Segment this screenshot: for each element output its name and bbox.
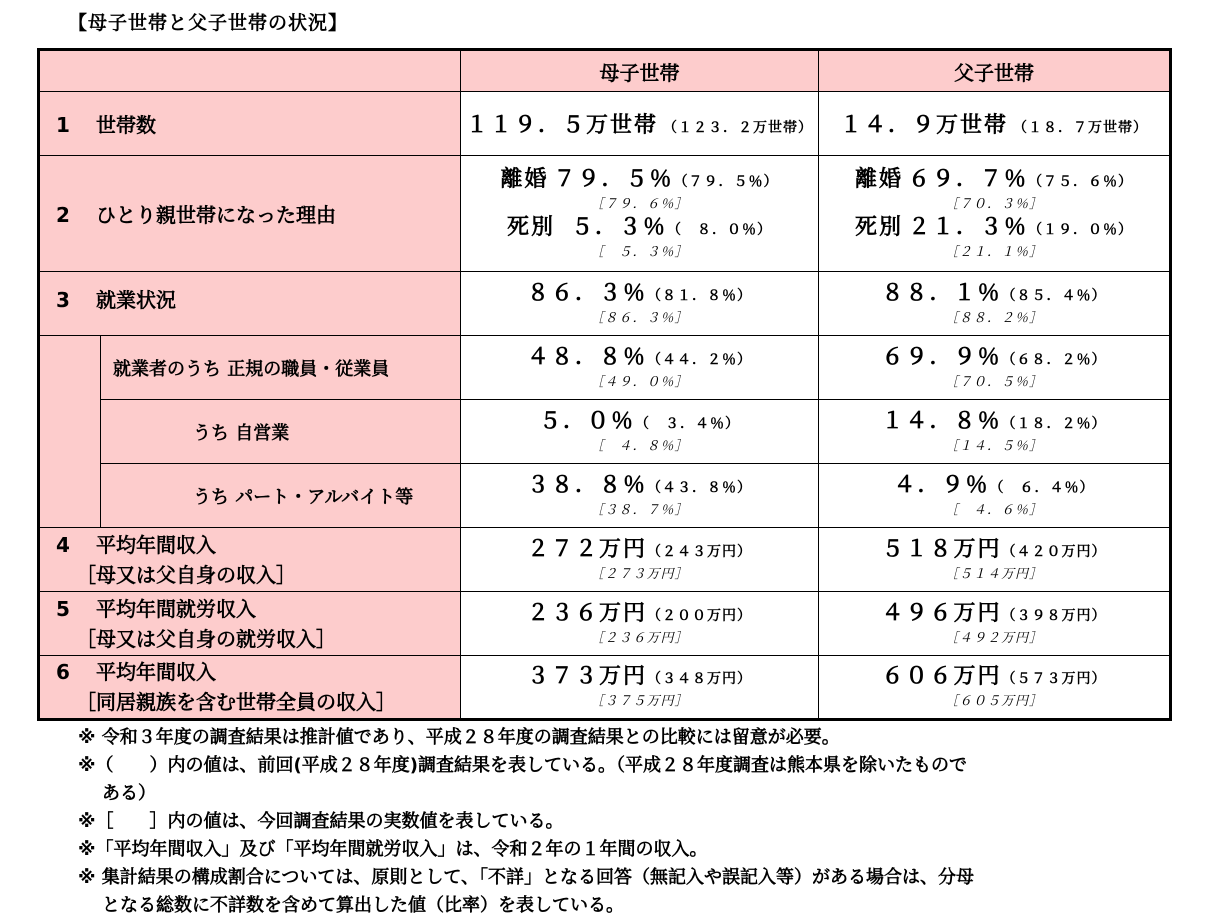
cell-mother: １１９．５万世帯 （１２３．２万世帯） — [461, 92, 819, 156]
footnote: ※「平均年間収入」及び「平均年間就労収入」は、令和２年の１年間の収入。 — [78, 839, 708, 860]
page-title: 【母子世帯と父子世帯の状況】 — [68, 12, 349, 34]
row-label: 4 平均年間収入 ［母又は父自身の収入］ — [39, 528, 461, 592]
footnotes — [78, 724, 1168, 920]
row-label: 5 平均年間就労収入 ［母又は父自身の就労収入］ — [39, 592, 461, 656]
header-mother: 母子世帯 — [461, 50, 819, 92]
footnote: となる総数に不詳数を含めて算出した値（比率）を表している。 — [102, 895, 624, 916]
row-label: 2 ひとり親世帯になった理由 — [39, 156, 461, 272]
cell-mother: ４８．８％（４４．２％） ［４９．０％］ — [461, 336, 819, 400]
table-row — [39, 592, 1171, 656]
footnote: ある） — [102, 783, 156, 804]
cell-father: １４．９万世帯 （１８．７万世帯） — [819, 92, 1171, 156]
cell-father: １４．８％（１８．２％） ［１４．５％］ — [819, 400, 1171, 464]
cell-mother: ５．０％（ ３．４％） ［ ４．８％］ — [461, 400, 819, 464]
row-label: 就業者のうち 正規の職員・従業員 — [101, 336, 461, 400]
row-label: 1 世帯数 — [39, 92, 461, 156]
table-row — [39, 272, 1171, 336]
table-row — [39, 336, 1171, 400]
table-row — [39, 156, 1171, 272]
table-row — [39, 400, 1171, 464]
header-father: 父子世帯 — [819, 50, 1171, 92]
table-row — [39, 464, 1171, 528]
cell-father: ６９．９％（６８．２％） ［７０．５％］ — [819, 336, 1171, 400]
row-label: うち 自営業 — [101, 400, 461, 464]
row-label: 3 就業状況 — [39, 272, 461, 336]
footnote: ※（ ）内の値は、前回(平成２８年度)調査結果を表している。（平成２８年度調査は熊本県を除いたもので — [78, 755, 967, 776]
header-blank — [39, 50, 461, 92]
cell-mother: ２３６万円（２００万円） ［２３６万円］ — [461, 592, 819, 656]
table-header-row — [39, 50, 1171, 92]
cell-father: 離婚 ６９．７％（７５．６％） ［７０．３％］ 死別 ２１．３％（１９．０％） ［２１．１％］ — [819, 156, 1171, 272]
cell-mother: 離婚 ７９．５％（７９．５％） ［７９．６％］ 死別 ５．３％（ ８．０％） ［ ５．３％］ — [461, 156, 819, 272]
footnote: ※ 令和３年度の調査結果は推計値であり、平成２８年度の調査結果との比較には留意が必要。 — [78, 727, 840, 748]
cell-father: ５１８万円（４２０万円） ［５１４万円］ — [819, 528, 1171, 592]
footnote: ※ 集計結果の構成割合については、原則として、「不詳」となる回答（無記入や誤記入等）がある場合は、分母 — [78, 867, 975, 888]
cell-father: ４．９％（ ６．４％） ［ ４．６％］ — [819, 464, 1171, 528]
cell-mother: ２７２万円（２４３万円） ［２７３万円］ — [461, 528, 819, 592]
indent-cell — [39, 336, 101, 528]
household-table — [37, 48, 1172, 721]
footnote: ※［ ］内の値は、今回調査結果の実数値を表している。 — [78, 811, 564, 832]
table-row — [39, 656, 1171, 720]
cell-father: ６０６万円（５７３万円） ［６０５万円］ — [819, 656, 1171, 720]
row-label: うち パート・アルバイト等 — [101, 464, 461, 528]
cell-mother: ３７３万円（３４８万円） ［３７５万円］ — [461, 656, 819, 720]
table-row — [39, 528, 1171, 592]
row-label: 6 平均年間収入 ［同居親族を含む世帯全員の収入］ — [39, 656, 461, 720]
table-row — [39, 92, 1171, 156]
cell-mother: ３８．８％（４３．８％） ［３８．７％］ — [461, 464, 819, 528]
cell-mother: ８６．３％（８１．８％） ［８６．３％］ — [461, 272, 819, 336]
cell-father: ４９６万円（３９８万円） ［４９２万円］ — [819, 592, 1171, 656]
cell-father: ８８．１％（８５．４％） ［８８．２％］ — [819, 272, 1171, 336]
